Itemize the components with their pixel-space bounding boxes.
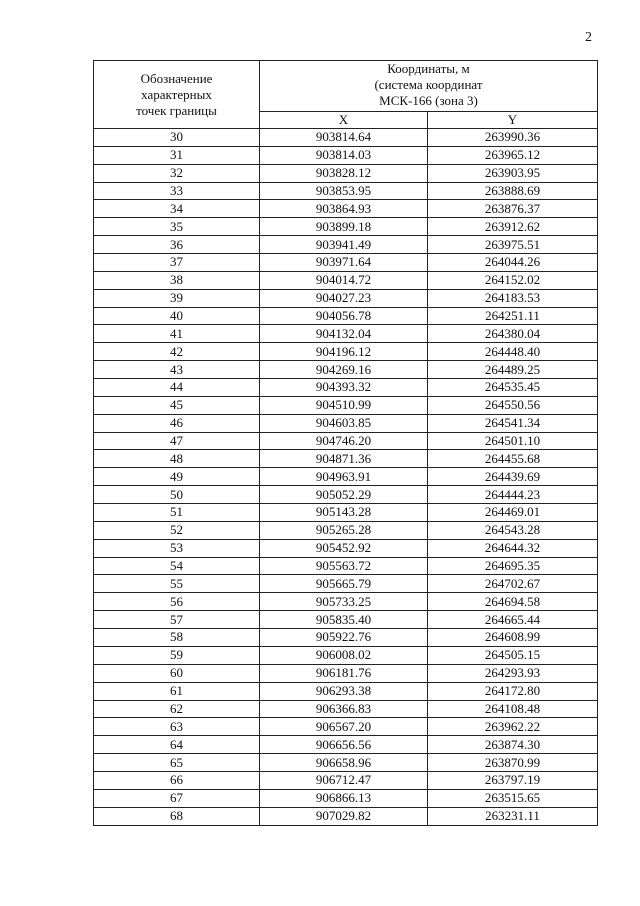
- point-label-cell: 55: [94, 575, 260, 593]
- table-row: [94, 182, 598, 200]
- point-label-cell: 46: [94, 414, 260, 432]
- point-label-cell: 61: [94, 682, 260, 700]
- x-coordinate-cell: 904963.91: [260, 468, 428, 486]
- x-coordinate-cell: 905052.29: [260, 486, 428, 504]
- table-row: [94, 396, 598, 414]
- table-row: [94, 557, 598, 575]
- table-row: [94, 325, 598, 343]
- y-coordinate-cell: 263231.11: [428, 807, 598, 825]
- y-coordinate-cell: 264694.58: [428, 593, 598, 611]
- y-coordinate-cell: 264172.80: [428, 682, 598, 700]
- y-coordinate-cell: 263962.22: [428, 718, 598, 736]
- point-label-cell: 58: [94, 629, 260, 647]
- coordinates-header: [260, 61, 598, 112]
- table-row: [94, 254, 598, 272]
- point-label-cell: 30: [94, 129, 260, 147]
- x-coordinate-cell: 906658.96: [260, 754, 428, 772]
- x-coordinate-cell: 904603.85: [260, 414, 428, 432]
- x-coordinate-cell: 904746.20: [260, 432, 428, 450]
- x-coordinate-cell: 905265.28: [260, 521, 428, 539]
- point-label-cell: 45: [94, 396, 260, 414]
- y-coordinate-cell: 263876.37: [428, 200, 598, 218]
- y-coordinate-cell: 263912.62: [428, 218, 598, 236]
- x-coordinate-cell: 904056.78: [260, 307, 428, 325]
- y-coordinate-cell: 264702.67: [428, 575, 598, 593]
- point-label-cell: 64: [94, 736, 260, 754]
- point-label-cell: 52: [94, 521, 260, 539]
- point-label-cell: 50: [94, 486, 260, 504]
- y-coordinate-cell: 263903.95: [428, 164, 598, 182]
- point-label-cell: 38: [94, 271, 260, 289]
- y-coordinate-cell: 264469.01: [428, 504, 598, 522]
- point-label-cell: 60: [94, 664, 260, 682]
- x-coordinate-cell: 903828.12: [260, 164, 428, 182]
- point-label-cell: 65: [94, 754, 260, 772]
- table-row: [94, 468, 598, 486]
- table-row: [94, 450, 598, 468]
- table-row: [94, 432, 598, 450]
- point-label-cell: 37: [94, 254, 260, 272]
- y-coordinate-cell: 264152.02: [428, 271, 598, 289]
- point-label-cell: 33: [94, 182, 260, 200]
- table-row: [94, 646, 598, 664]
- table-row: [94, 289, 598, 307]
- point-label-cell: 66: [94, 771, 260, 789]
- point-label-cell: 41: [94, 325, 260, 343]
- table-row: [94, 218, 598, 236]
- table-row: [94, 718, 598, 736]
- x-coordinate-cell: 906181.76: [260, 664, 428, 682]
- x-coordinate-cell: 904393.32: [260, 379, 428, 397]
- point-label-cell: 34: [94, 200, 260, 218]
- table-row: [94, 414, 598, 432]
- x-coordinate-cell: 904014.72: [260, 271, 428, 289]
- point-label-cell: 62: [94, 700, 260, 718]
- point-label-cell: 67: [94, 789, 260, 807]
- x-coordinate-cell: 905143.28: [260, 504, 428, 522]
- point-label-cell: 48: [94, 450, 260, 468]
- y-coordinate-cell: 264439.69: [428, 468, 598, 486]
- table-row: [94, 521, 598, 539]
- x-coordinate-cell: 903971.64: [260, 254, 428, 272]
- y-coordinate-cell: 264183.53: [428, 289, 598, 307]
- table-row: [94, 343, 598, 361]
- point-label-cell: 42: [94, 343, 260, 361]
- y-coordinate-cell: 264644.32: [428, 539, 598, 557]
- table-row: [94, 271, 598, 289]
- x-coordinate-cell: 904871.36: [260, 450, 428, 468]
- point-label-cell: 53: [94, 539, 260, 557]
- table-row: [94, 236, 598, 254]
- y-coordinate-cell: 264455.68: [428, 450, 598, 468]
- y-coordinate-cell: 264380.04: [428, 325, 598, 343]
- y-coordinate-cell: 263797.19: [428, 771, 598, 789]
- x-coordinate-cell: 905835.40: [260, 611, 428, 629]
- y-coordinate-cell: 264044.26: [428, 254, 598, 272]
- y-coordinate-cell: 264444.23: [428, 486, 598, 504]
- y-coordinate-cell: 263874.30: [428, 736, 598, 754]
- table-row: [94, 200, 598, 218]
- point-label-cell: 54: [94, 557, 260, 575]
- table-row: [94, 504, 598, 522]
- table-row: [94, 736, 598, 754]
- y-coordinate-cell: 264608.99: [428, 629, 598, 647]
- point-label-cell: 68: [94, 807, 260, 825]
- y-coordinate-cell: 264543.28: [428, 521, 598, 539]
- page-number: 2: [585, 30, 592, 45]
- point-label-cell: 43: [94, 361, 260, 379]
- y-coordinate-cell: 263990.36: [428, 129, 598, 147]
- y-coordinate-cell: 264695.35: [428, 557, 598, 575]
- coordinates-header-line: (система координат: [374, 77, 483, 92]
- point-label-cell: 56: [94, 593, 260, 611]
- table-row: [94, 486, 598, 504]
- x-coordinate-cell: 906293.38: [260, 682, 428, 700]
- x-coordinate-cell: 906366.83: [260, 700, 428, 718]
- x-coordinate-cell: 905452.92: [260, 539, 428, 557]
- y-coordinate-cell: 264448.40: [428, 343, 598, 361]
- y-coordinate-cell: 263515.65: [428, 789, 598, 807]
- point-label-cell: 32: [94, 164, 260, 182]
- point-label-header-line: характерных: [141, 86, 212, 102]
- table-row: [94, 629, 598, 647]
- x-coordinate-cell: 905733.25: [260, 593, 428, 611]
- y-coordinate-cell: 263888.69: [428, 182, 598, 200]
- table-row: [94, 771, 598, 789]
- x-coordinate-cell: 903814.03: [260, 146, 428, 164]
- point-label-header-line: Обозначение: [140, 70, 213, 86]
- coordinates-header-line: МСК-166 (зона 3): [379, 93, 478, 108]
- y-coordinate-cell: 263965.12: [428, 146, 598, 164]
- point-label-cell: 40: [94, 307, 260, 325]
- y-coordinate-cell: 264251.11: [428, 307, 598, 325]
- point-label-cell: 44: [94, 379, 260, 397]
- x-coordinate-cell: 907029.82: [260, 807, 428, 825]
- x-coordinate-cell: 904027.23: [260, 289, 428, 307]
- y-coordinate-cell: 264535.45: [428, 379, 598, 397]
- x-coordinate-cell: 906656.56: [260, 736, 428, 754]
- x-coordinate-cell: 903814.64: [260, 129, 428, 147]
- table-row: [94, 807, 598, 825]
- y-coordinate-cell: 264665.44: [428, 611, 598, 629]
- y-coordinate-cell: 264293.93: [428, 664, 598, 682]
- point-label-cell: 59: [94, 646, 260, 664]
- coordinates-rows: [94, 129, 598, 826]
- table-row: [94, 575, 598, 593]
- x-coordinate-cell: 906567.20: [260, 718, 428, 736]
- x-coordinate-cell: 904196.12: [260, 343, 428, 361]
- table-row: [94, 754, 598, 772]
- y-coordinate-cell: 264541.34: [428, 414, 598, 432]
- y-coordinate-cell: 264489.25: [428, 361, 598, 379]
- x-coordinate-cell: 903864.93: [260, 200, 428, 218]
- point-label-cell: 39: [94, 289, 260, 307]
- table-row: [94, 789, 598, 807]
- point-label-header-line: точек границы: [136, 102, 217, 118]
- y-coordinate-cell: 263975.51: [428, 236, 598, 254]
- table-row: [94, 307, 598, 325]
- x-coordinate-cell: 903853.95: [260, 182, 428, 200]
- point-label-cell: 57: [94, 611, 260, 629]
- point-label-cell: 49: [94, 468, 260, 486]
- table-row: [94, 700, 598, 718]
- x-coordinate-cell: 904269.16: [260, 361, 428, 379]
- table-row: [94, 611, 598, 629]
- x-coordinate-cell: 903899.18: [260, 218, 428, 236]
- table-row: [94, 129, 598, 147]
- point-label-header: [94, 61, 260, 129]
- coordinates-header-line: Координаты, м: [387, 61, 470, 76]
- table-row: [94, 164, 598, 182]
- y-coordinate-cell: 263870.99: [428, 754, 598, 772]
- point-label-cell: 47: [94, 432, 260, 450]
- x-coordinate-cell: 904132.04: [260, 325, 428, 343]
- x-coordinate-cell: 903941.49: [260, 236, 428, 254]
- table-row: [94, 146, 598, 164]
- x-coordinate-cell: 905563.72: [260, 557, 428, 575]
- x-column-header: X: [260, 112, 428, 129]
- table-row: [94, 682, 598, 700]
- x-coordinate-cell: 906866.13: [260, 789, 428, 807]
- x-coordinate-cell: 906008.02: [260, 646, 428, 664]
- x-coordinate-cell: 905665.79: [260, 575, 428, 593]
- coordinates-table: [93, 60, 598, 826]
- y-coordinate-cell: 264550.56: [428, 396, 598, 414]
- point-label-cell: 51: [94, 504, 260, 522]
- x-coordinate-cell: 906712.47: [260, 771, 428, 789]
- table-row: [94, 539, 598, 557]
- x-coordinate-cell: 905922.76: [260, 629, 428, 647]
- y-coordinate-cell: 264108.48: [428, 700, 598, 718]
- table-row: [94, 379, 598, 397]
- x-coordinate-cell: 904510.99: [260, 396, 428, 414]
- table-row: [94, 664, 598, 682]
- point-label-cell: 63: [94, 718, 260, 736]
- point-label-cell: 31: [94, 146, 260, 164]
- y-coordinate-cell: 264501.10: [428, 432, 598, 450]
- y-column-header: Y: [428, 112, 598, 129]
- point-label-cell: 35: [94, 218, 260, 236]
- table-row: [94, 361, 598, 379]
- y-coordinate-cell: 264505.15: [428, 646, 598, 664]
- point-label-cell: 36: [94, 236, 260, 254]
- table-row: [94, 593, 598, 611]
